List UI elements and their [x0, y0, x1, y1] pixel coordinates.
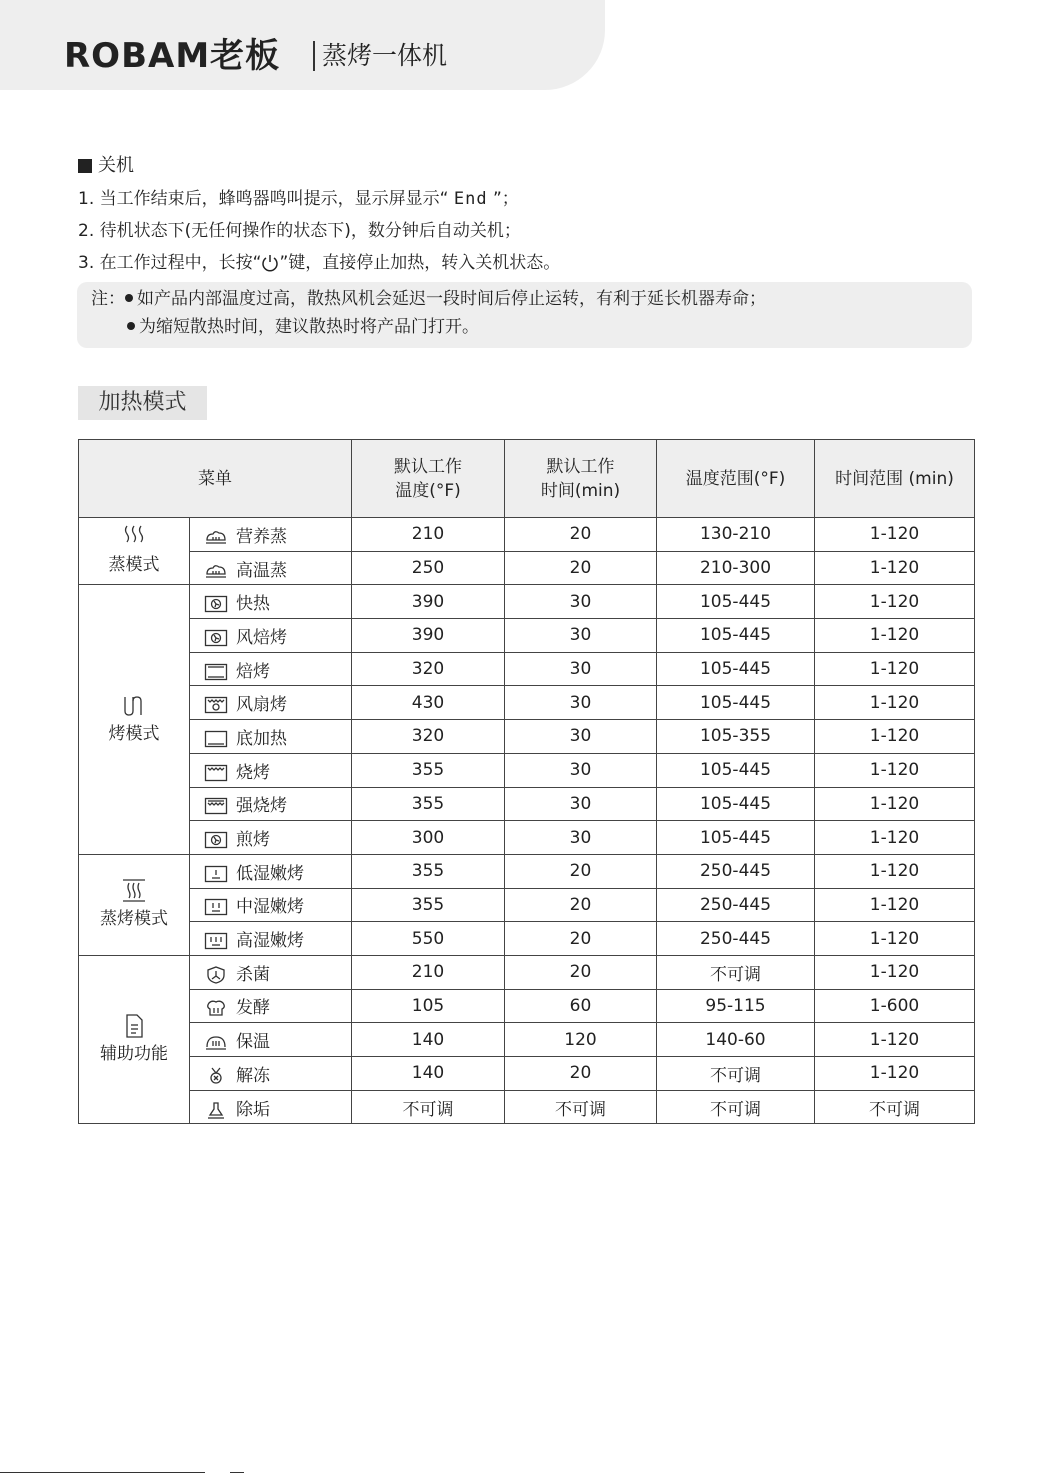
table-row: [79, 686, 975, 720]
default-time-cell: 30: [505, 821, 657, 855]
default-temp-cell: 140: [352, 1057, 505, 1091]
time-range-cell: 1-120: [815, 888, 975, 922]
end-display-code: End: [453, 189, 488, 209]
product-name: 蒸烤一体机: [322, 41, 448, 70]
table-row: [79, 1090, 975, 1124]
default-time-cell: 20: [505, 518, 657, 552]
descale-icon: [204, 1101, 228, 1119]
time-range-cell: 1-120: [815, 753, 975, 787]
default-time-cell: 30: [505, 652, 657, 686]
fan-grill-icon: [204, 696, 228, 714]
time-range-cell: 1-120: [815, 854, 975, 888]
time-range-cell: 1-120: [815, 955, 975, 989]
table-row: [79, 753, 975, 787]
default-temp-cell: 355: [352, 888, 505, 922]
category-cell: 辅助功能: [79, 955, 190, 1123]
menu-cell: 解冻: [190, 1057, 352, 1091]
grill-icon: [204, 764, 228, 782]
table-body: [79, 518, 975, 1124]
mid-humidity-icon: [204, 898, 228, 916]
default-time-cell: 20: [505, 888, 657, 922]
table-row: [79, 989, 975, 1023]
temp-range-cell: 105-445: [657, 585, 815, 619]
menu-cell: 低湿嫩烤: [190, 854, 352, 888]
time-range-cell: 1-120: [815, 922, 975, 956]
temp-range-cell: 250-445: [657, 888, 815, 922]
low-humidity-icon: [204, 865, 228, 883]
shutdown-step-3: 3. 在工作过程中，长按“ ”键，直接停止加热，转入关机状态。: [78, 253, 561, 273]
time-range-cell: 1-120: [815, 1023, 975, 1057]
default-temp-cell: 355: [352, 753, 505, 787]
menu-cell: 快热: [190, 585, 352, 619]
footer-mark: [230, 1472, 244, 1473]
menu-cell: 煎烤: [190, 821, 352, 855]
temp-range-cell: 250-445: [657, 854, 815, 888]
default-temp-cell: 250: [352, 551, 505, 585]
fan-icon: [204, 595, 228, 613]
table-row: [79, 652, 975, 686]
temp-range-cell: 105-445: [657, 652, 815, 686]
menu-cell: 营养蒸: [190, 518, 352, 552]
table-row: [79, 821, 975, 855]
default-temp-cell: 355: [352, 854, 505, 888]
bullet-icon: [125, 294, 133, 302]
time-range-cell: 1-600: [815, 989, 975, 1023]
default-time-cell: 60: [505, 989, 657, 1023]
table-row: [79, 720, 975, 754]
high-humidity-icon: [204, 932, 228, 950]
table-row: [79, 619, 975, 653]
top-bottom-heat-icon: [204, 663, 228, 681]
default-time-cell: 20: [505, 1057, 657, 1091]
footer-line: [0, 1472, 205, 1473]
menu-cell: 发酵: [190, 989, 352, 1023]
col-time-range: 时间范围 (min): [815, 440, 975, 518]
defrost-icon: [204, 1067, 228, 1085]
temp-range-cell: 105-445: [657, 619, 815, 653]
default-temp-cell: 320: [352, 720, 505, 754]
temp-range-cell: 不可调: [657, 1090, 815, 1124]
temp-range-cell: 105-445: [657, 753, 815, 787]
menu-cell: 除垢: [190, 1090, 352, 1124]
table-row: [79, 551, 975, 585]
shutdown-title: 关机: [78, 152, 978, 180]
time-range-cell: 不可调: [815, 1090, 975, 1124]
time-range-cell: 1-120: [815, 787, 975, 821]
menu-cell: 高温蒸: [190, 551, 352, 585]
steam-icon: [120, 524, 148, 550]
temp-range-cell: 不可调: [657, 955, 815, 989]
temp-range-cell: 140-60: [657, 1023, 815, 1057]
shutdown-section: [78, 152, 978, 279]
temp-range-cell: 210-300: [657, 551, 815, 585]
table-row: [79, 1023, 975, 1057]
default-time-cell: 120: [505, 1023, 657, 1057]
bullet-icon: [127, 322, 135, 330]
default-temp-cell: 140: [352, 1023, 505, 1057]
brand-logo: ROBAM老板: [64, 36, 281, 76]
default-temp-cell: 300: [352, 821, 505, 855]
default-time-cell: 20: [505, 955, 657, 989]
steam-cloud-icon: [204, 528, 228, 546]
menu-cell: 强烧烤: [190, 787, 352, 821]
shield-icon: [204, 966, 228, 984]
default-time-cell: 30: [505, 787, 657, 821]
time-range-cell: 1-120: [815, 686, 975, 720]
document-icon: [120, 1013, 148, 1039]
menu-cell: 底加热: [190, 720, 352, 754]
time-range-cell: 1-120: [815, 585, 975, 619]
header-divider: [313, 41, 315, 71]
table-row: [79, 888, 975, 922]
category-cell: 蒸烤模式: [79, 854, 190, 955]
temp-range-cell: 130-210: [657, 518, 815, 552]
default-time-cell: 30: [505, 720, 657, 754]
col-default-time: 默认工作 时间(min): [505, 440, 657, 518]
default-time-cell: 20: [505, 854, 657, 888]
time-range-cell: 1-120: [815, 821, 975, 855]
menu-cell: 中湿嫩烤: [190, 888, 352, 922]
fan-icon: [204, 831, 228, 849]
default-time-cell: 30: [505, 619, 657, 653]
menu-cell: 保温: [190, 1023, 352, 1057]
default-time-cell: 30: [505, 686, 657, 720]
note-box: [77, 282, 972, 348]
table-row: [79, 922, 975, 956]
table-row: [79, 585, 975, 619]
menu-cell: 焙烤: [190, 652, 352, 686]
time-range-cell: 1-120: [815, 1057, 975, 1091]
table-row: [79, 518, 975, 552]
time-range-cell: 1-120: [815, 551, 975, 585]
default-temp-cell: 105: [352, 989, 505, 1023]
temp-range-cell: 250-445: [657, 922, 815, 956]
heating-element-icon: [120, 693, 148, 719]
menu-cell: 风扇烤: [190, 686, 352, 720]
menu-cell: 高湿嫩烤: [190, 922, 352, 956]
time-range-cell: 1-120: [815, 619, 975, 653]
time-range-cell: 1-120: [815, 652, 975, 686]
keep-warm-icon: [204, 1033, 228, 1051]
time-range-cell: 1-120: [815, 720, 975, 754]
temp-range-cell: 105-445: [657, 686, 815, 720]
heating-mode-table: [78, 439, 975, 1124]
default-temp-cell: 不可调: [352, 1090, 505, 1124]
default-time-cell: 30: [505, 753, 657, 787]
default-time-cell: 30: [505, 585, 657, 619]
table-header-row: [79, 440, 975, 518]
temp-range-cell: 不可调: [657, 1057, 815, 1091]
default-temp-cell: 355: [352, 787, 505, 821]
table-row: [79, 955, 975, 989]
power-icon: [261, 254, 279, 272]
default-temp-cell: 320: [352, 652, 505, 686]
heating-mode-title: 加热模式: [78, 386, 207, 420]
menu-cell: 杀菌: [190, 955, 352, 989]
default-time-cell: 不可调: [505, 1090, 657, 1124]
shutdown-step-1: 1. 当工作结束后，蜂鸣器鸣叫提示，显示屏显示“ End ”；: [78, 189, 519, 209]
fan-icon: [204, 629, 228, 647]
table-row: [79, 854, 975, 888]
temp-range-cell: 95-115: [657, 989, 815, 1023]
menu-cell: 风焙烤: [190, 619, 352, 653]
bottom-heat-icon: [204, 730, 228, 748]
steam-bake-icon: [120, 878, 148, 904]
default-temp-cell: 550: [352, 922, 505, 956]
temp-range-cell: 105-445: [657, 787, 815, 821]
steam-cloud-icon: [204, 562, 228, 580]
table-row: [79, 1057, 975, 1091]
default-time-cell: 20: [505, 551, 657, 585]
time-range-cell: 1-120: [815, 518, 975, 552]
default-time-cell: 20: [505, 922, 657, 956]
strong-grill-icon: [204, 797, 228, 815]
table-row: [79, 787, 975, 821]
default-temp-cell: 390: [352, 619, 505, 653]
default-temp-cell: 210: [352, 955, 505, 989]
col-default-temp: 默认工作 温度(°F): [352, 440, 505, 518]
temp-range-cell: 105-355: [657, 720, 815, 754]
square-bullet-icon: [78, 159, 92, 173]
menu-cell: 烧烤: [190, 753, 352, 787]
note-line-2: 为缩短散热时间，建议散热时将产品门打开。: [127, 312, 479, 342]
shutdown-step-2: 2. 待机状态下(无任何操作的状态下)，数分钟后自动关机；: [78, 221, 521, 241]
col-menu: 菜单: [79, 440, 352, 518]
default-temp-cell: 210: [352, 518, 505, 552]
dough-icon: [204, 999, 228, 1017]
category-cell: 蒸模式: [79, 518, 190, 585]
default-temp-cell: 430: [352, 686, 505, 720]
note-line-1: 注： 如产品内部温度过高，散热风机会延迟一段时间后停止运转，有利于延长机器寿命；: [91, 289, 766, 309]
category-cell: 烤模式: [79, 585, 190, 855]
col-temp-range: 温度范围(°F): [657, 440, 815, 518]
temp-range-cell: 105-445: [657, 821, 815, 855]
default-temp-cell: 390: [352, 585, 505, 619]
